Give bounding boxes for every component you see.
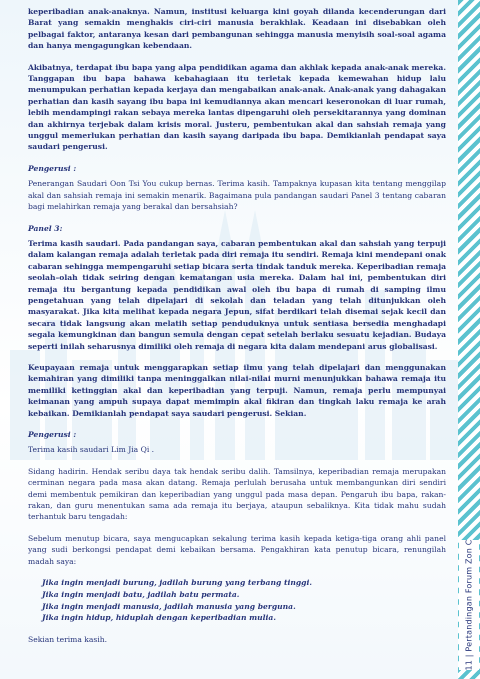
verse-line: Jika ingin hidup, hiduplah dengan keperibadian mulia. <box>42 613 276 623</box>
speaker-heading-panel3: Panel 3: <box>28 223 63 233</box>
paragraph-7: Sidang hadirin. Hendak seribu daya tak hendak seribu dalih. Tamsilnya, keperibadian remaja merupakan cerminan negara pada masa akan datang. Remaja perlulah berusaha untuk membangunkan diri sendiri demi membentuk pemikiran dan keperibadian yang unggul pada masa depan. Pengaruh ibu bapa, rakan-rakan, dan guru menentukan sama ada remaja itu berjaya, ataupun sebaliknya. Kita tidak mahu sudah terhantuk baru tengadah: <box>28 466 446 522</box>
speaker-heading-chair-2: Pengerusi : <box>28 430 77 439</box>
closing-line: Sekian terima kasih. <box>28 635 108 645</box>
paragraph-8: Sebelum menutup bicara, saya mengucapkan sekalung terima kasih kepada ketiga-tiga orang ahli panel yang sudi berkongsi pendapat demi kebaikan bersama. Pengakhiran kata penutup bicara, renungilah madah saya: <box>28 533 446 566</box>
paragraph-6: Terima kasih saudari Lim Jia Qi . <box>28 445 155 455</box>
verse-line: Jika ingin menjadi batu, jadilah batu permata. <box>42 589 240 599</box>
verse-line: Jika ingin menjadi manusia, jadilah manusia yang berguna. <box>42 601 296 611</box>
closing-verse <box>28 577 446 624</box>
verse-line: Jika ingin menjadi burung, jadilah burung yang terbang tinggi. <box>42 578 313 588</box>
document-body <box>28 6 446 656</box>
paragraph-2: Akibatnya, terdapat ibu bapa yang alpa pendidikan agama dan akhlak kepada anak-anak mereka. Tanggapan ibu bapa bahawa kebahagiaan itu terletak kepada kemewahan hidup lalu menumpukan perhatian kepada kerjaya dan mengabaikan anak-anak. Anak-anak yang dahagakan perhatian dan kasih sayang ibu bapa ini kemudiannya akan mencari keseronokan di luar rumah, lebih mendampingi rakan sebaya mereka lantas dipengaruhi oleh persekitarannya yang dominan dan akhirnya terjebak dalam krisis moral. Justeru, pembentukan akal dan sahsiah remaja yang unggul memerlukan perhatian dan kasih sayang daripada ibu bapa. Demikianlah pendapat saya saudari pengerusi. <box>28 62 446 152</box>
paragraph-3: Penerangan Saudari Oon Tsi You cukup bernas. Terima kasih. Tampaknya kupasan kita tentang menggilap akal dan sahsiah remaja ini semakin menarik. Bagaimana pula pandangan saudari Panel 3 tentang cabaran bagi melahirkan remaja yang berakal dan bersahsiah? <box>28 179 446 212</box>
speaker-heading-chair: Pengerusi : <box>28 163 77 173</box>
paragraph-5: Keupayaan remaja untuk menggarapkan setiap ilmu yang telah dipelajari dan menggunakan kemahiran yang dimiliki tanpa meninggalkan nilai-nilai murni menunjukkan bahawa remaja itu memiliki ketinggian akal dan keperibadian yang terpuji. Namun, remaja perlu mempunyai keimanan yang ampuh supaya dapat memimpin akal fikiran dan tingkah laku remaja ke arah kebaikan. Demikianlah pendapat saya saudari pengerusi. Sekian. <box>28 362 446 418</box>
paragraph-4: Terima kasih saudari. Pada pandangan saya, cabaran pembentukan akal dan sahsiah yang terpuji dalam kalangan remaja adalah terletak pada diri remaja itu sendiri. Remaja kini mendepani onak cabaran sehingga mempengaruhi setiap bicara serta tindak tanduk mereka. Keperibadian remaja seolah–olah tidak seiring dengan kematangan usia mereka. Dalam hal ini, pembentukan diri remaja itu bergantung kepada pendidikan awal oleh ibu bapa di rumah di samping ilmu pengetahuan yang telah dipelajari di sekolah dan teladan yang telah ditunjukkan oleh masyarakat. Jika kita melihat kepada negara Jepun, sifat berdikari telah disemai sejak kecil dan secara tidak langsung akan melatih setiap penduduknya untuk sentiasa bersedia menghadapi segala kemungkinan dan bangun semula dengan cepat setelah berlaku sesuatu kejadian. Budaya seperti inilah seharusnya dimiliki oleh remaja di negara kita dalam mendepani arus globalisasi. <box>28 238 446 351</box>
paragraph-1: keperibadian anak-anaknya. Namun, institusi keluarga kini goyah dilanda kecenderungan dari Barat yang semakin menghakis ciri-ciri manusia berakhlak. Keadaan ini disebabkan oleh pelbagai faktor, antaranya kesan dari pembangunan sehingga manusia menyisih soal-soal agama dan hanya mengagungkan kebendaan. <box>28 7 446 51</box>
page-footer-text: 11 | Pertandingan Forum Zon C <box>464 539 474 671</box>
page-number-label <box>459 540 479 670</box>
